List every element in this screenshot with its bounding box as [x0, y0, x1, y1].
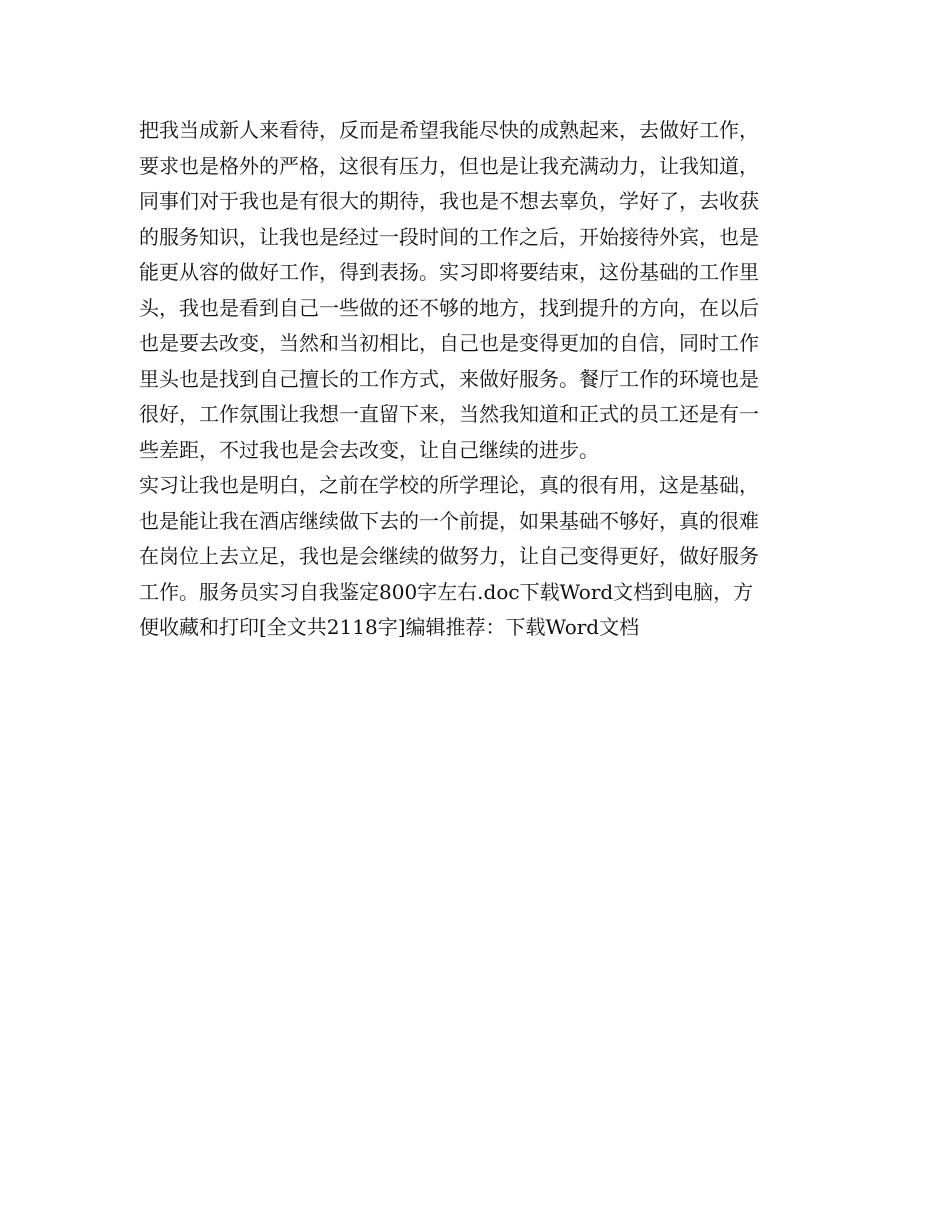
text-line: 头，我也是看到自己一些做的还不够的地方，找到提升的方向，在以后: [139, 295, 759, 320]
text-line: 便收藏和打印[全文共2118字]编辑推荐：下载Word文档: [139, 615, 640, 639]
text-line: 些差距，不过我也是会去改变，让自己继续的进步。: [139, 437, 599, 462]
document-body: [139, 113, 839, 646]
text-line: 里头也是找到自己擅长的工作方式，来做好服务。餐厅工作的环境也是: [139, 366, 759, 391]
text-line: 的服务知识，让我也是经过一段时间的工作之后，开始接待外宾，也是: [139, 224, 759, 249]
text-line: 在岗位上去立足，我也是会继续的做努力，让自己变得更好，做好服务: [139, 544, 759, 568]
text-line: 同事们对于我也是有很大的期待，我也是不想去辜负，学好了，去收获: [139, 189, 759, 213]
text-line: 也是能让我在酒店继续做下去的一个前提，如果基础不够好，真的很难: [139, 508, 759, 533]
text-line: 很好，工作氛围让我想一直留下来，当然我知道和正式的员工还是有一: [139, 402, 759, 426]
text-line: 也是要去改变，当然和当初相比，自己也是变得更加的自信，同时工作: [139, 331, 759, 355]
text-line: 实习让我也是明白，之前在学校的所学理论，真的很有用，这是基础，: [139, 473, 759, 497]
text-line: 工作。服务员实习自我鉴定800字左右.doc下载Word文档到电脑，方: [139, 579, 754, 604]
text-line: 把我当成新人来看待，反而是希望我能尽快的成熟起来，去做好工作，: [139, 118, 759, 142]
text-line: 要求也是格外的严格，这很有压力，但也是让我充满动力，让我知道，: [139, 153, 759, 178]
text-line: 能更从容的做好工作，得到表扬。实习即将要结束，这份基础的工作里: [139, 260, 759, 284]
